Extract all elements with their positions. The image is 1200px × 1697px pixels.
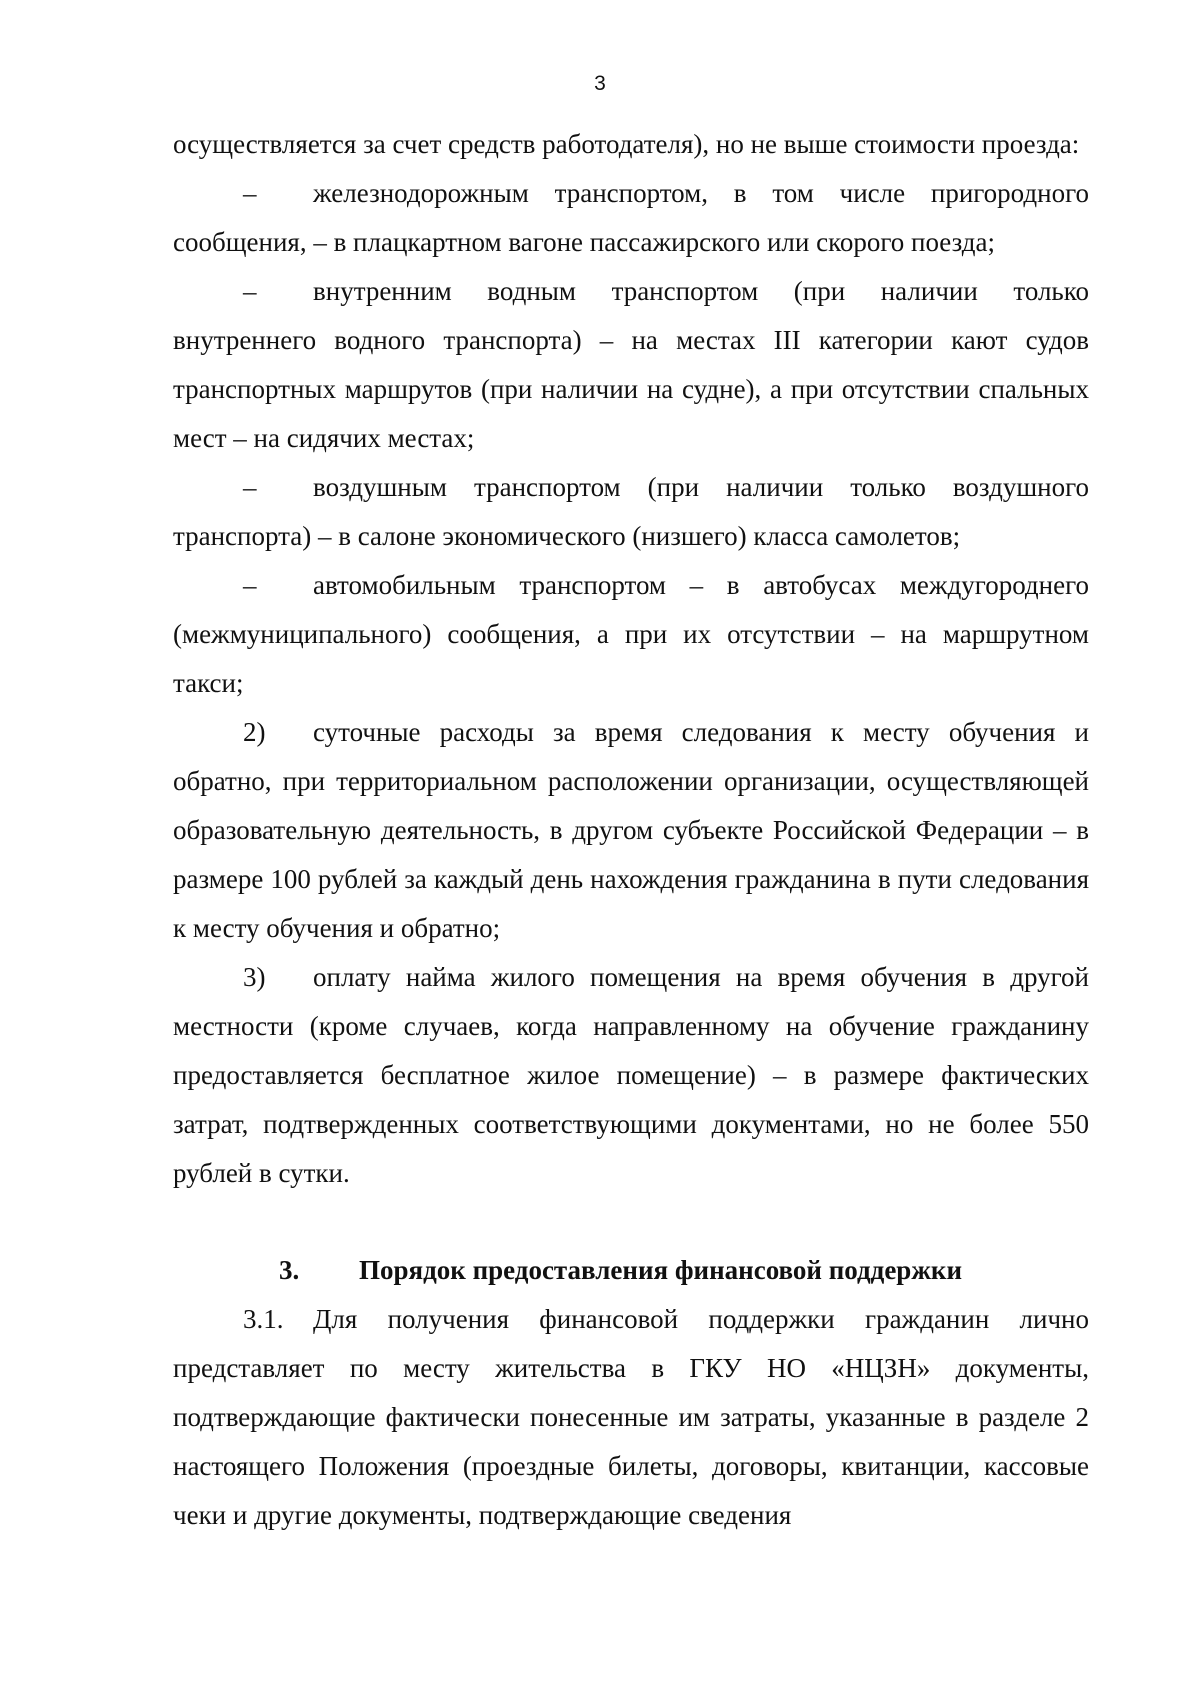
item-number: 3.1.	[243, 1304, 284, 1334]
item-number: 3)	[243, 962, 266, 992]
numbered-item	[173, 953, 1089, 1198]
paragraph-text: железнодорожным транспортом, в том числе пригородного сообщения, – в плацкартном вагоне пассажирского или скорого поезда;	[173, 178, 1089, 257]
paragraph-text: воздушным транспортом (при наличии только воздушного транспорта) – в салоне экономического (низшего) класса самолетов;	[173, 472, 1089, 551]
item-number: 2)	[243, 717, 266, 747]
paragraph	[173, 120, 1089, 169]
paragraph-text: внутренним водным транспортом (при наличии только внутреннего водного транспорта) – на местах III категории кают судов транспортных маршрутов (при наличии на судне), а при отсутствии спальных мест – на сидячих местах;	[173, 276, 1089, 453]
section-title: Порядок предоставления финансовой поддержки	[359, 1255, 963, 1285]
list-item	[173, 267, 1089, 463]
paragraph-text: Для получения финансовой поддержки гражданин лично представляет по месту жительства в ГКУ НО «НЦЗН» документы, подтверждающие фактически понесенные им затраты, указанные в разделе 2 настоящего Положения (проездные билеты, договоры, квитанции, кассовые чеки и другие документы, подтверждающие сведения	[173, 1304, 1089, 1530]
dash-marker: –	[243, 570, 257, 600]
paragraph-text: осуществляется за счет средств работодателя), но не выше стоимости проезда:	[173, 129, 1080, 159]
numbered-item	[173, 1295, 1089, 1540]
dash-marker: –	[243, 472, 257, 502]
list-item	[173, 169, 1089, 267]
dash-marker: –	[243, 276, 257, 306]
paragraph-text: суточные расходы за время следования к месту обучения и обратно, при территориальном расположении организации, осуществляющей образовательную деятельность, в другом субъекте Российской Федерации – в размере 100 рублей за каждый день нахождения гражданина в пути следования к месту обучения и обратно;	[173, 717, 1089, 943]
paragraph-text: оплату найма жилого помещения на время обучения в другой местности (кроме случаев, когда направленному на обучение гражданину предоставляется бесплатное жилое помещение) – в размере фактических затрат, подтвержденных соответствующими документами, но не более 550 рублей в сутки.	[173, 962, 1089, 1188]
list-item	[173, 463, 1089, 561]
paragraph-text: автомобильным транспортом – в автобусах междугороднего (межмуниципального) сообщения, а при их отсутствии – на маршрутном такси;	[173, 570, 1089, 698]
document-body	[173, 120, 1089, 1540]
numbered-item	[173, 708, 1089, 953]
section-number: 3.	[279, 1255, 300, 1285]
list-item	[173, 561, 1089, 708]
page-number: 3	[594, 72, 606, 95]
section-heading	[173, 1246, 1089, 1295]
dash-marker: –	[243, 178, 257, 208]
